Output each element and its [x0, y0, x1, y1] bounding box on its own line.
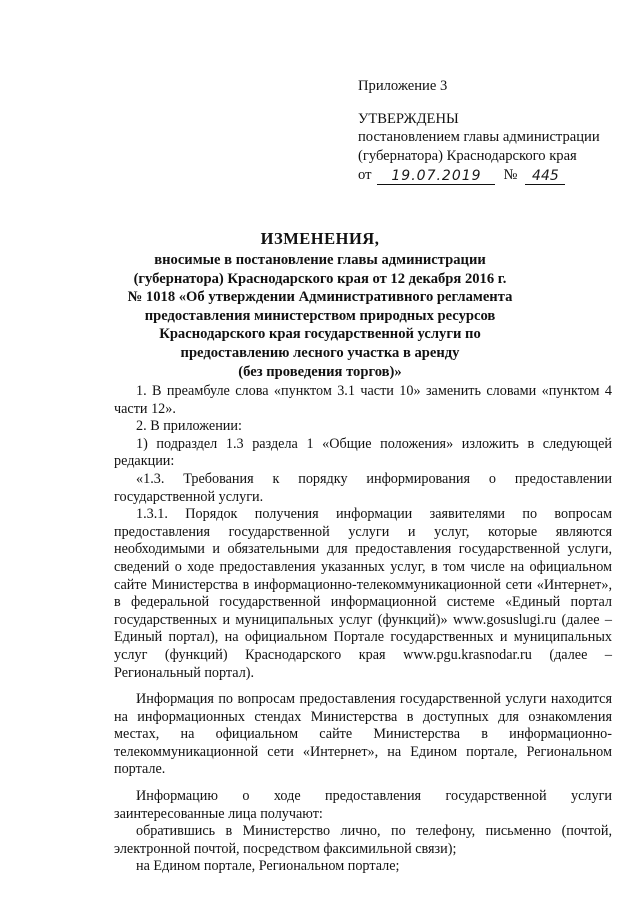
title-line: Краснодарского края государственной услуги по: [159, 326, 481, 343]
title-line: (губернатора) Краснодарского края от 12 декабря 2016 г.: [133, 270, 507, 287]
title-subtitle: [120, 251, 520, 381]
body-paragraph-5: 1.3.1. Порядок получения информации заявителями по вопросам предоставления государственной услуги и услуг, которые являются необходимыми и обязательными для предоставления государственной услуги, сведений о ходе предоставления указанных услуг, в том числе на официальном сайте Министерства в информационно-телекоммуникационной сети «Интернет», в федеральной государственной информационной системе «Единый портал государственных и муниципальных услуг (функций)» www.gosuslugi.ru (далее – Единый портал), на официальном Портале государственных и муниципальных услуг (функций) Краснодарского края www.pgu.krasnodar.ru (далее – Региональный портал).: [114, 506, 612, 681]
body-paragraph-7: Информацию о ходе предоставления государственной услуги заинтересованные лица получают:: [114, 788, 612, 822]
title-line: предоставлению лесного участка в аренду: [180, 344, 460, 361]
title-line: № 1018 «Об утверждении Административного регламента: [127, 289, 513, 306]
body-paragraph-4: «1.3. Требования к порядку информирования о предоставлении государственной услуги.: [114, 470, 612, 505]
document-body: [114, 383, 612, 876]
title-line: (без проведения торгов)»: [238, 363, 402, 380]
number-label: №: [503, 167, 518, 183]
annex-label: Приложение 3: [358, 78, 448, 94]
approved-heading: УТВЕРЖДЕНЫ: [358, 111, 459, 127]
title-main: ИЗМЕНЕНИЯ,: [260, 229, 380, 248]
approved-by-line-1: постановлением главы администрации: [358, 129, 600, 145]
body-paragraph-8: обратившись в Министерство лично, по телефону, письменно (почтой, электронной почтой, посредством факсимильной связи);: [114, 823, 612, 857]
body-paragraph-1: 1. В преамбуле слова «пунктом 3.1 части 10» заменить словами «пунктом 4 части 12».: [114, 383, 612, 417]
body-paragraph-3: 1) подраздел 1.3 раздела 1 «Общие положения» изложить в следующей редакции:: [114, 435, 612, 470]
handwritten-number: 445: [525, 168, 565, 185]
body-paragraph-6: Информация по вопросам предоставления государственной услуги находится на информационных стендах Министерства в доступных для ознакомления местах, на официальном сайте Министерства в информационно-телекоммуникационной сети «Интернет», на Едином портале, Региональном портале.: [114, 691, 612, 778]
date-number-row: [358, 166, 620, 185]
approved-by-line-2: (губернатора) Краснодарского края: [358, 148, 577, 164]
approval-block: [358, 128, 620, 185]
title-line: предоставления министерством природных ресурсов: [144, 307, 496, 324]
from-label: от: [358, 167, 372, 183]
title-line: вносимые в постановление главы администрации: [154, 252, 486, 268]
document-title: [120, 228, 520, 381]
handwritten-date: 19.07.2019: [377, 168, 495, 185]
body-paragraph-9: на Едином портале, Региональном портале;: [136, 858, 400, 875]
body-paragraph-2: 2. В приложении:: [136, 418, 242, 435]
